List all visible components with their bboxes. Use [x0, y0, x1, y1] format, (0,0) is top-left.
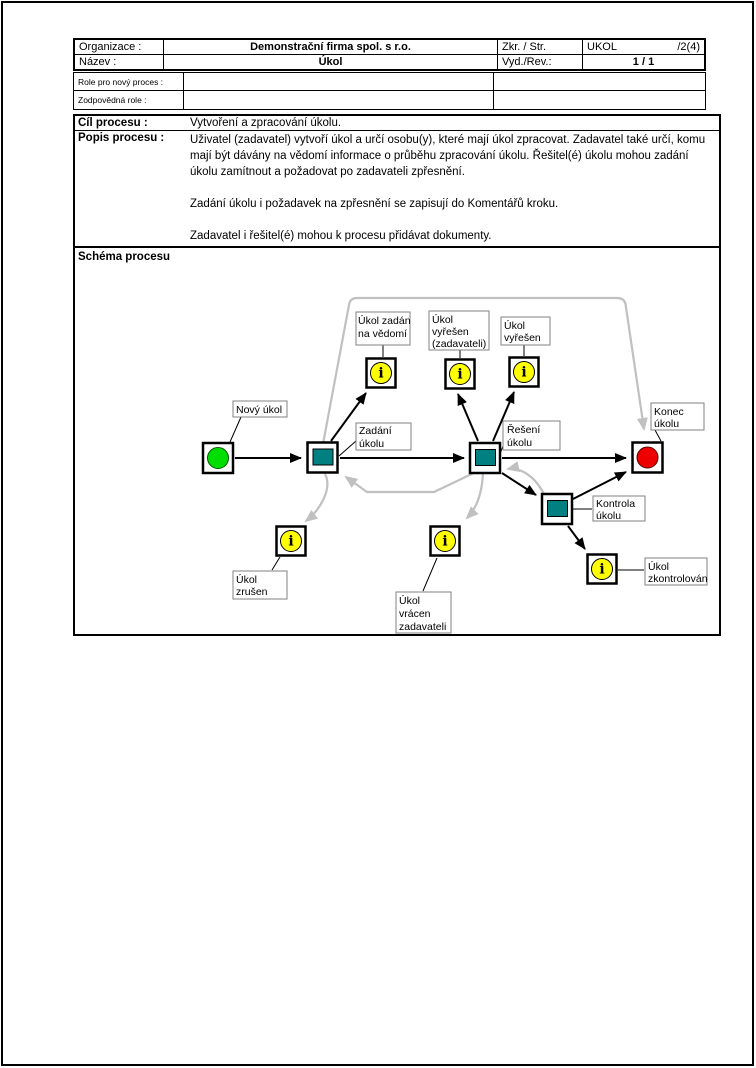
node-reseni-ukolu — [470, 443, 500, 473]
role-novy-proces-extra — [494, 73, 705, 91]
info-icon-letter: i — [599, 561, 605, 578]
label-text: úkolu — [596, 510, 622, 522]
info-icon-letter: i — [288, 533, 294, 550]
label-text: Úkol — [399, 595, 421, 607]
node-info-zrusen — [277, 527, 306, 556]
label-zadani-ukolu — [356, 423, 411, 450]
task-icon — [313, 449, 333, 465]
label-text: Kontrola — [596, 498, 636, 510]
node-zadani-ukolu — [308, 443, 338, 473]
connector-zrusen — [272, 557, 280, 570]
node-info-vracen — [431, 527, 460, 556]
node-info-vyresen-zadavateli — [446, 360, 475, 389]
role-novy-proces-label: Role pro nový proces : — [74, 73, 184, 91]
node-info-vyresen — [510, 358, 539, 387]
zkr-str-value — [583, 40, 704, 55]
label-ukol-vyresen-zadavateli — [429, 311, 489, 350]
connector-konec-ukolu — [655, 430, 661, 441]
schema-procesu-label: Schéma procesu — [78, 251, 171, 263]
organizace-value: Demonstrační firma spol. s r.o. — [164, 40, 498, 55]
zkr-str-code: UKOL — [587, 40, 617, 53]
connector-novy-ukol — [230, 417, 241, 442]
label-text: Nový úkol — [236, 404, 283, 416]
zkr-str-label: Zkr. / Str. — [498, 40, 583, 55]
label-text: Řešení — [507, 424, 541, 436]
task-icon — [476, 450, 496, 466]
label-ukol-zrusen — [233, 571, 287, 599]
info-icon-letter: i — [521, 364, 527, 381]
label-konec-ukolu — [651, 403, 704, 430]
organizace-label: Organizace : — [75, 40, 164, 55]
connector-zadani-ukolu — [339, 441, 356, 456]
label-text: (zadavateli) — [432, 338, 487, 350]
popis-procesu-label: Popis procesu : — [78, 132, 165, 144]
label-text: vyřešen — [432, 326, 469, 338]
task-icon — [548, 501, 568, 517]
popis-paragraph-2: Zadání úkolu i požadavek na zpřesnění se zapisují do Komentářů kroku. — [190, 198, 559, 210]
info-icon-letter: i — [378, 365, 384, 382]
popis-paragraph-3: Zadavatel i řešitel(é) mohou k procesu přidávat dokumenty. — [190, 230, 492, 242]
end-icon — [637, 447, 658, 468]
node-start — [203, 443, 233, 473]
edge-reseni-to-zadani-gray — [346, 471, 478, 492]
label-text: Úkol — [504, 320, 526, 332]
popis-procesu-row — [75, 131, 719, 248]
label-text: Zadání — [359, 425, 392, 437]
cil-procesu-text: Vytvoření a zpracování úkolu. — [190, 117, 342, 129]
edge-zadani-to-zrusen-gray — [306, 474, 327, 521]
nazev-value: Úkol — [164, 55, 498, 70]
roles-table — [73, 72, 706, 110]
zodpovedna-role-value — [184, 91, 494, 109]
role-novy-proces-value — [184, 73, 494, 91]
popis-procesu-text — [185, 131, 719, 246]
node-info-zkontrolovan — [588, 555, 617, 584]
zkr-str-page: /2(4) — [677, 40, 700, 53]
label-text: zrušen — [236, 586, 268, 598]
arrow-kontrola-to-zkontrolovan — [568, 526, 585, 549]
label-text: na vědomí — [358, 328, 408, 340]
label-ukol-vyresen — [501, 317, 550, 345]
vyd-rev-label: Vyd./Rev.: — [498, 55, 583, 70]
label-text: úkolu — [654, 418, 680, 430]
label-reseni-ukolu — [503, 421, 560, 450]
label-kontrola-ukolu — [593, 496, 645, 522]
vyd-rev-value: 1 / 1 — [632, 55, 655, 68]
label-text: Úkol — [648, 561, 670, 573]
process-diagram — [74, 246, 720, 635]
info-icon-letter: i — [442, 533, 448, 550]
zodpovedna-role-extra — [494, 91, 705, 109]
edge-reseni-to-vracen-gray — [467, 474, 483, 518]
arrow-reseni-to-vyresen-zadavateli — [458, 394, 478, 441]
label-novy-ukol — [233, 401, 287, 417]
label-text: vrácen — [399, 608, 431, 620]
label-ukol-zkontrolovan — [645, 558, 708, 585]
info-icon-letter: i — [457, 366, 463, 383]
cil-procesu-label: Cíl procesu : — [78, 117, 148, 129]
label-text: Úkol zadán — [358, 315, 411, 327]
nazev-label: Název : — [75, 55, 164, 70]
zodpovedna-role-label: Zodpovědná role : — [74, 91, 184, 109]
label-ukol-zadan-na-vedomi — [356, 312, 411, 345]
label-text: zkontrolován — [648, 573, 708, 585]
label-text: úkolu — [507, 437, 533, 449]
node-kontrola-ukolu — [542, 494, 572, 524]
node-info-zadan-na-vedomi — [367, 359, 396, 388]
node-konec — [633, 443, 663, 473]
arrow-kontrola-to-konec — [573, 472, 626, 499]
popis-paragraph-1: Uživatel (zadavatel) vytvoří úkol a určí osobu(y), které mají úkol zpracovat. Zadavatel také určí, komu mají být dávány na vědomí informace o průběhu zpracování úkolu. Řešitel(é) úkolu mohou zadání úkolu zamítnout a požadovat po zadavateli zpřesnění. — [190, 134, 706, 178]
label-ukol-vracen-zadavateli — [396, 592, 451, 633]
connector-vracen — [423, 558, 437, 591]
label-text: Konec — [654, 406, 684, 418]
label-text: Úkol — [236, 574, 258, 586]
label-text: úkolu — [359, 438, 385, 450]
label-text: zadavateli — [399, 621, 447, 633]
cil-procesu-row — [75, 116, 719, 131]
header-table — [73, 38, 706, 71]
label-text: vyřešen — [504, 332, 541, 344]
label-text: Úkol — [432, 314, 454, 326]
start-icon — [208, 448, 229, 469]
